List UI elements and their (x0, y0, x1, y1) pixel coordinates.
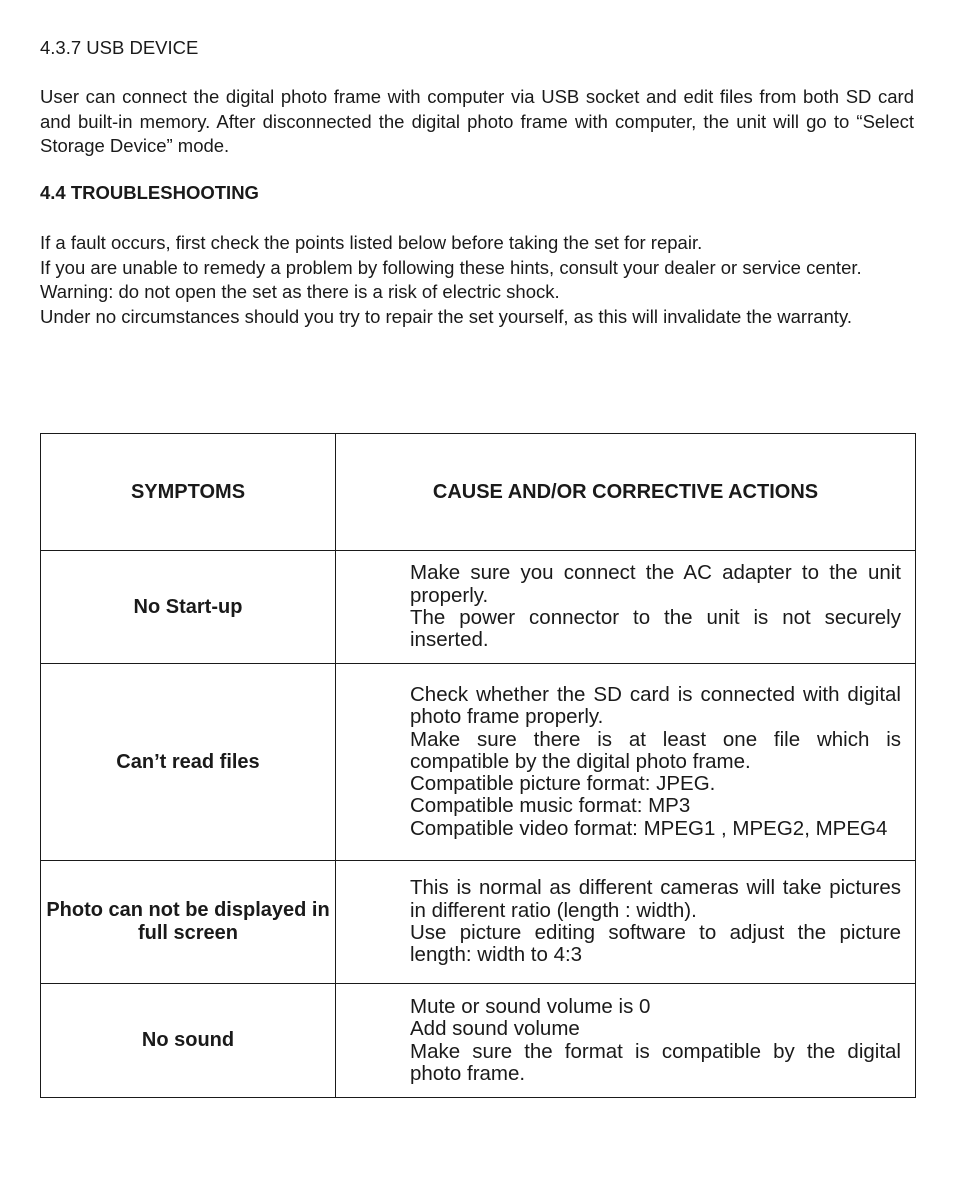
action-text: Compatible video format: MPEG1 , MPEG2, MPEG4 (410, 816, 888, 840)
header-cause-actions: CAUSE AND/OR CORRECTIVE ACTIONS (336, 434, 916, 551)
table-header-row (41, 434, 916, 551)
action-text: This is normal as different cameras will take pictures in different ratio (length : width). (410, 876, 901, 922)
warning-paragraph: Warning: do not open the set as there is a risk of electric shock. (40, 281, 560, 302)
action-text: Compatible picture format: JPEG. (410, 772, 716, 796)
actions-cell (336, 861, 916, 984)
action-text: The power connector to the unit is not securely inserted. (410, 606, 901, 652)
action-text: Add sound volume (410, 1017, 580, 1041)
action-text: Use picture editing software to adjust the picture length: width to 4:3 (410, 921, 901, 967)
table-row (41, 664, 916, 861)
intro-paragraph: If a fault occurs, first check the points listed below before taking the set for repair. (40, 232, 703, 253)
header-symptoms: SYMPTOMS (41, 434, 336, 551)
intro-paragraph: If you are unable to remedy a problem by following these hints, consult your dealer or service center. (40, 256, 862, 278)
intro-paragraph: Under no circumstances should you try to repair the set yourself, as this will invalidate the warranty. (40, 305, 852, 327)
action-text: Compatible music format: MP3 (410, 794, 691, 818)
symptom-cell: No sound (41, 984, 336, 1098)
troubleshooting-heading: 4.4 TROUBLESHOOTING (40, 182, 259, 203)
action-text: Make sure the format is compatible by the digital photo frame. (410, 1039, 901, 1085)
troubleshooting-table (40, 433, 916, 1098)
actions-cell (336, 984, 916, 1098)
symptom-cell: No Start-up (41, 551, 336, 664)
symptom-cell: Photo can not be displayed in full screen (41, 861, 336, 984)
table-row (41, 984, 916, 1098)
symptom-cell: Can’t read files (41, 664, 336, 861)
table-row (41, 551, 916, 664)
action-text: Check whether the SD card is connected with digital photo frame properly. (410, 682, 901, 729)
action-text: Mute or sound volume is 0 (410, 994, 651, 1018)
usb-device-paragraph: User can connect the digital photo frame with computer via USB socket and edit files from both SD card and built-in memory. After disconnected the digital photo frame with computer, the unit will go to “Select Storage Device” mode. (40, 86, 914, 156)
troubleshooting-intro (40, 231, 914, 329)
usb-device-heading: 4.3.7 USB DEVICE (40, 37, 199, 58)
table-row (41, 861, 916, 984)
action-text: Make sure there is at least one file which is compatible by the digital photo frame. (410, 727, 901, 773)
action-text: Make sure you connect the AC adapter to the unit properly. (410, 561, 901, 607)
actions-cell (336, 664, 916, 861)
actions-cell (336, 551, 916, 664)
